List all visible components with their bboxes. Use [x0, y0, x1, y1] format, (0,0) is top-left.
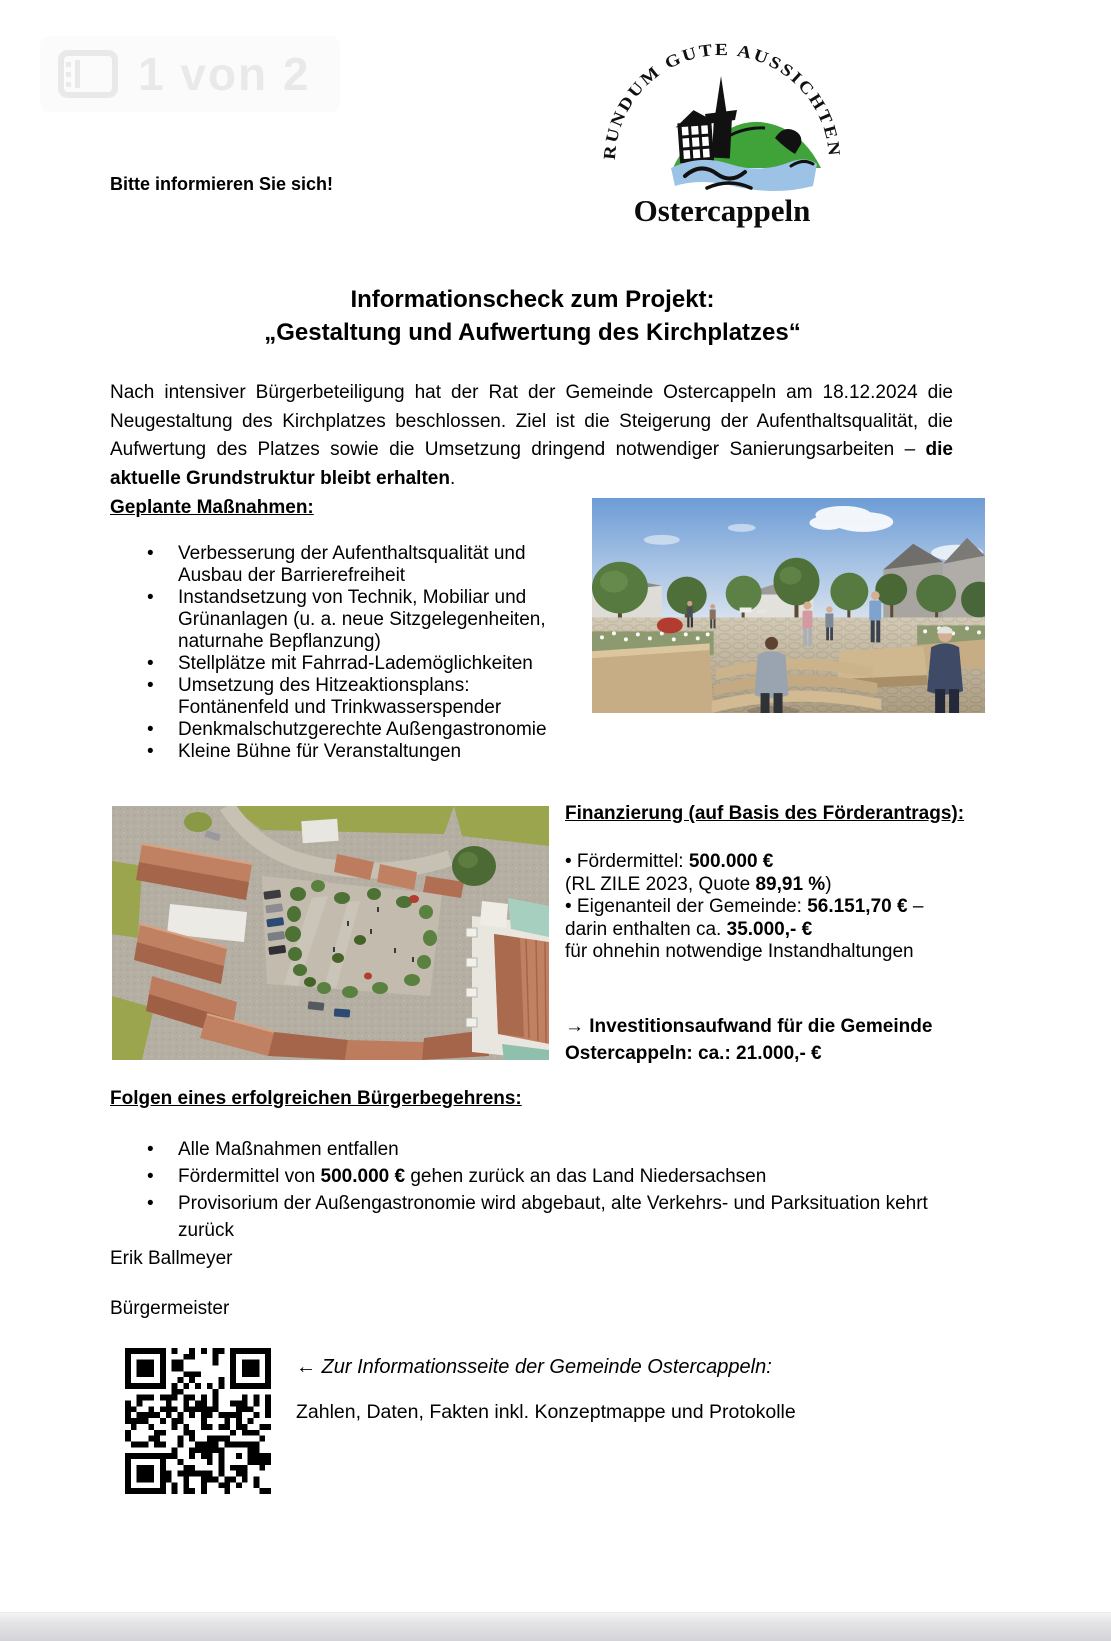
financing-line: für ohnehin notwendige Instandhaltungen: [565, 941, 914, 962]
signature-role: Bürgermeister: [110, 1298, 230, 1319]
list-item: • Kleine Bühne für Veranstaltungen: [147, 741, 462, 762]
financing-details: [565, 851, 995, 964]
qr-caption-link: ← Zur Informationsseite der Gemeinde Ostercappeln:: [296, 1356, 772, 1378]
note-text: Bitte informieren Sie sich!: [110, 174, 334, 194]
financing-line: (RL ZILE 2023, Quote 89,91 %): [565, 873, 832, 895]
viewer-bottom-edge: [0, 1612, 1111, 1641]
list-item: • Denkmalschutzgerechte Außengastronomie: [147, 719, 547, 740]
plaza-render-image: [592, 498, 985, 713]
page-indicator: [40, 36, 340, 112]
thumbnail-panel-icon[interactable]: [58, 50, 118, 98]
document-title: [110, 283, 955, 349]
list-item: • Verbesserung der Aufenthaltsqualität und Ausbau der Barrierefreiheit: [147, 543, 526, 586]
financing-line: • Eigenanteil der Gemeinde: 56.151,70 € –: [565, 896, 924, 917]
aerial-view-image: [112, 806, 549, 1060]
title-line-1: Informationscheck zum Projekt:: [350, 286, 715, 313]
page-count-label: 1 von 2: [138, 48, 311, 100]
signature-name: Erik Ballmeyer: [110, 1248, 233, 1269]
logo-arc-text: RUNDUM GUTE AUSSICHTEN: [599, 39, 844, 161]
measures-heading: Geplante Maßnahmen:: [110, 497, 314, 518]
ostercappeln-logo: [585, 16, 860, 230]
list-item: • Stellplätze mit Fahrrad-Lademöglichkeiten: [147, 653, 533, 674]
qr-caption-sub: Zahlen, Daten, Fakten inkl. Konzeptmappe und Protokolle: [296, 1401, 796, 1423]
list-item: • Provisorium der Außengastronomie wird abgebaut, alte Verkehrs- und Parksituation kehrt zurück: [147, 1193, 928, 1241]
list-item: • Fördermittel von 500.000 € gehen zurück an das Land Niedersachsen: [147, 1166, 767, 1187]
financing-result: → Investitionsaufwand für die Gemeinde Ostercappeln: ca.: 21.000,- €: [565, 1016, 933, 1064]
intro-paragraph: Nach intensiver Bürgerbeteiligung hat der Rat der Gemeinde Ostercappeln am 18.12.2024 die Neugestaltung des Kirchplatzes beschlossen. Ziel ist die Steigerung der Aufenthaltsqualität, die Aufwertung des Platzes sowie die Umsetzung dringend notwendiger Sanierungsarbeiten – die aktuelle Grundstruktur bleibt erhalten.: [110, 382, 953, 489]
measures-list: [147, 543, 547, 763]
financing-heading: Finanzierung (auf Basis des Förderantrags):: [565, 803, 965, 824]
consequences-heading: Folgen eines erfolgreichen Bürgerbegehrens:: [110, 1088, 522, 1109]
list-item: • Alle Maßnahmen entfallen: [147, 1139, 399, 1160]
financing-line: darin enthalten ca. 35.000,- €: [565, 918, 813, 940]
title-line-2: „Gestaltung und Aufwertung des Kirchplatzes“: [264, 319, 801, 346]
list-item: • Instandsetzung von Technik, Mobiliar und Grünanlagen (u. a. neue Sitzgelegenheiten, naturnahe Bepflanzung): [147, 587, 546, 652]
consequences-list: [147, 1136, 979, 1244]
logo-illustration: [671, 76, 821, 191]
list-item: • Umsetzung des Hitzeaktionsplans: Fontänenfeld und Trinkwasserspender: [147, 675, 502, 718]
qr-code: [125, 1347, 271, 1495]
financing-line: • Fördermittel: 500.000 €: [565, 851, 774, 872]
logo-name-text: Ostercappeln: [633, 193, 811, 228]
church: [466, 898, 549, 1060]
